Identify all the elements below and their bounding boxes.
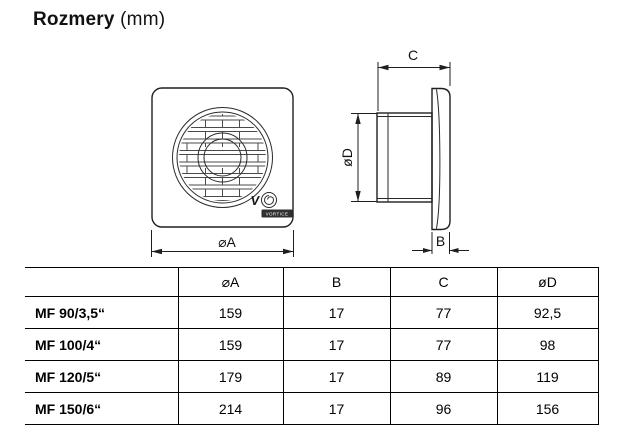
vortice-logo: [250, 193, 293, 218]
value-b: 17: [283, 361, 390, 393]
dim-label-a: ⌀A: [218, 234, 236, 250]
dim-label-c: C: [407, 47, 419, 63]
value-dia-a: 214: [178, 393, 283, 425]
model-name: MF 120/5“: [25, 361, 178, 393]
dimension-b: [412, 232, 469, 254]
table-header-c: C: [390, 268, 497, 297]
table-header-empty: [25, 268, 178, 297]
dimension-a: [152, 230, 294, 257]
table-row: [25, 361, 598, 393]
model-name: MF 100/4“: [25, 329, 178, 361]
value-b: 17: [283, 393, 390, 425]
table-row: [25, 329, 598, 361]
page-title-unit: (mm): [120, 9, 166, 30]
value-c: 77: [390, 297, 497, 329]
model-name: MF 150/6“: [25, 393, 178, 425]
dimensions-table: [25, 267, 599, 425]
value-dia-a: 179: [178, 361, 283, 393]
fan-side-view: [339, 47, 469, 254]
dim-label-b: B: [435, 233, 446, 249]
value-c: 77: [390, 329, 497, 361]
table-header-row: [25, 268, 598, 297]
table-row: [25, 393, 598, 425]
value-b: 17: [283, 297, 390, 329]
page-title-bold: Rozmery: [33, 9, 115, 30]
dim-label-d: øD: [339, 148, 355, 167]
value-c: 96: [390, 393, 497, 425]
value-dia-d: 156: [497, 393, 598, 425]
value-dia-a: 159: [178, 297, 283, 329]
dimension-d: [339, 114, 377, 202]
table-header-b: B: [283, 268, 390, 297]
value-dia-d: 98: [497, 329, 598, 361]
table-row: [25, 297, 598, 329]
logo-letter: V: [249, 193, 261, 208]
value-dia-d: 119: [497, 361, 598, 393]
table-header-dia-a: ⌀A: [178, 268, 283, 297]
logo-swirl-icon: [262, 193, 277, 208]
value-c: 89: [390, 361, 497, 393]
model-name: MF 90/3,5“: [25, 297, 178, 329]
fan-front-view: [152, 88, 294, 257]
table-header-dia-d: øD: [497, 268, 598, 297]
dimension-c: [378, 47, 450, 111]
logo-brand-label: VORTICE: [265, 211, 289, 217]
value-dia-d: 92,5: [497, 297, 598, 329]
value-dia-a: 159: [178, 329, 283, 361]
value-b: 17: [283, 329, 390, 361]
